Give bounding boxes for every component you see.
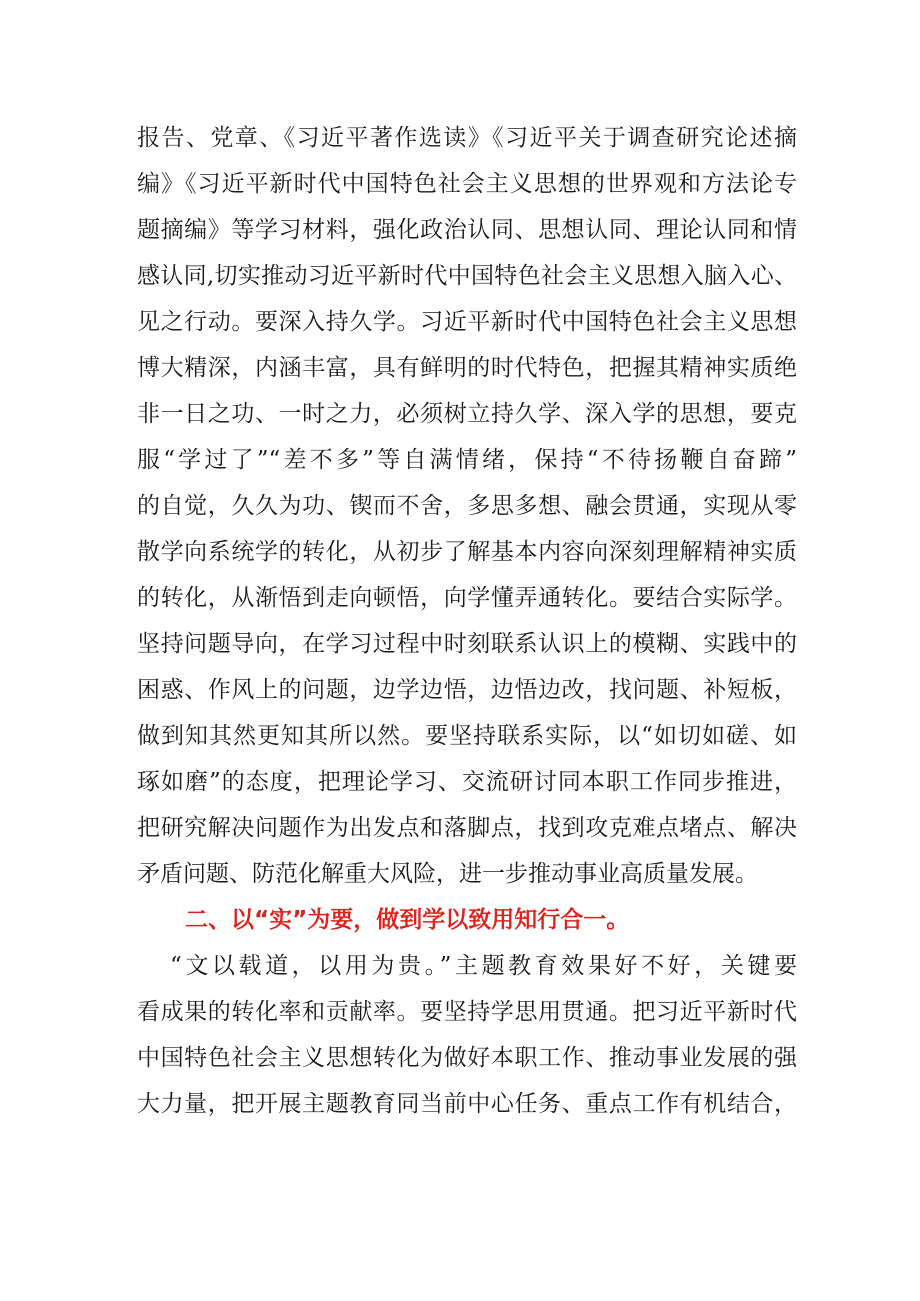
paragraph-1-line-15: 琢如磨”的态度，把理论学习、交流研讨同本职工作同步推进， [137,769,797,795]
paragraph-1-line-14: 做到知其然更知其所以然。要坚持联系实际，以“如切如磋、如 [137,723,797,749]
paragraph-1-line-10: 散学向系统学的转化，从初步了解基本内容向深刻理解精神实质 [137,539,797,565]
paragraph-1-line-1: 报告、党章、《习近平著作选读》《习近平关于调查研究论述摘 [137,125,797,151]
section-heading: 二、以“实”为要，做到学以致用知行合一。 [185,907,630,933]
paragraph-1-line-3: 题摘编》等学习材料，强化政治认同、思想认同、理论认同和情 [137,217,797,243]
paragraph-1-line-13: 困惑、作风上的问题，边学边悟，边悟边改，找问题、补短板， [137,677,797,703]
paragraph-1-line-7: 非一日之功、一时之力，必须树立持久学、深入学的思想，要克 [137,401,797,427]
paragraph-2-line-1: “文以载道，以用为贵。”主题教育效果好不好，关键要 [170,953,797,979]
paragraph-2-line-3: 中国特色社会主义思想转化为做好本职工作、推动事业发展的强 [137,1045,797,1071]
paragraph-1-line-17: 矛盾问题、防范化解重大风险，进一步推动事业高质量发展。 [137,861,758,887]
paragraph-1-line-4: 感认同,切实推动习近平新时代中国特色社会主义思想入脑入心、 [137,263,797,289]
paragraph-1-line-8: 服“学过了”“差不多”等自满情绪，保持“不待扬鞭自奋蹄” [137,447,797,473]
paragraph-1-line-5: 见之行动。要深入持久学。习近平新时代中国特色社会主义思想 [137,309,797,335]
paragraph-1-line-16: 把研究解决问题作为出发点和落脚点，找到攻克难点堵点、解决 [137,815,797,841]
paragraph-2-line-4: 大力量，把开展主题教育同当前中心任务、重点工作有机结合， [137,1091,797,1117]
paragraph-1-line-9: 的自觉，久久为功、锲而不舍，多思多想、融会贯通，实现从零 [137,493,797,519]
paragraph-1-line-6: 博大精深，内涵丰富，具有鲜明的时代特色，把握其精神实质绝 [137,355,797,381]
paragraph-1-line-12: 坚持问题导向，在学习过程中时刻联系认识上的模糊、实践中的 [137,631,797,657]
paragraph-1-line-2: 编》《习近平新时代中国特色社会主义思想的世界观和方法论专 [137,171,797,197]
paragraph-2-line-2: 看成果的转化率和贡献率。要坚持学思用贯通。把习近平新时代 [137,999,797,1025]
paragraph-1-line-11: 的转化，从渐悟到走向顿悟，向学懂弄通转化。要结合实际学。 [137,585,797,611]
